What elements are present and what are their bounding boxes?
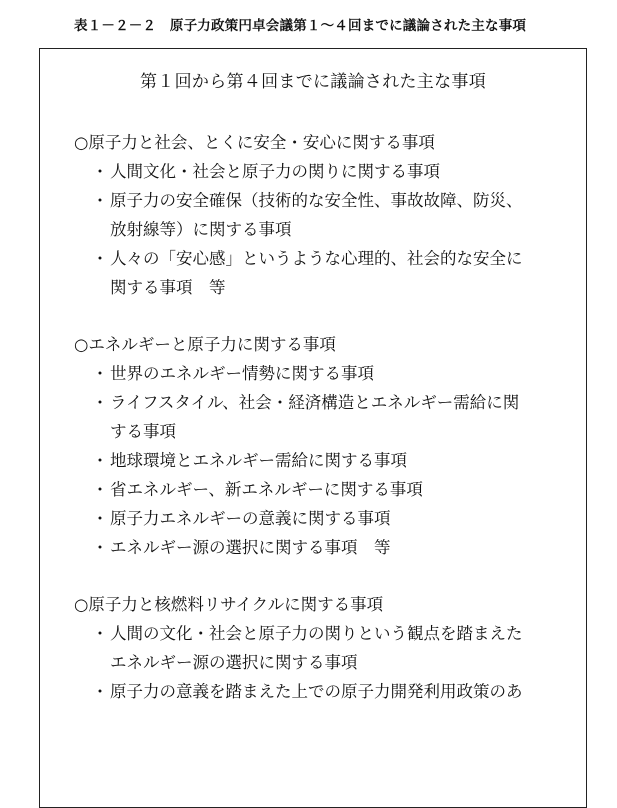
section-heading: ○エネルギーと原子力に関する事項 <box>74 335 336 354</box>
list-item <box>90 187 523 211</box>
list-item <box>90 678 523 702</box>
list-item-continuation: する事項 <box>110 422 176 441</box>
list-item-text: エネルギー源の選択に関する事項 等 <box>110 538 391 557</box>
list-item-text: 原子力エネルギーの意義に関する事項 <box>110 509 391 528</box>
list-item-text: 地球環境とエネルギー需給に関する事項 <box>110 451 407 470</box>
list-item-text: 人間文化・社会と原子力の関りに関する事項 <box>110 162 440 181</box>
list-item-continuation: 関する事項 等 <box>110 278 226 297</box>
list-item <box>90 360 374 384</box>
bullet-marker: ・ <box>91 364 109 383</box>
list-item <box>90 389 519 413</box>
section-heading: ○原子力と社会、とくに安全・安心に関する事項 <box>74 133 435 152</box>
bullet-marker: ・ <box>91 682 109 701</box>
box-title: 第１回から第４回までに議論された主な事項 <box>140 72 486 92</box>
list-item-text: ライフスタイル、社会・経済構造とエネルギー需給に関 <box>110 393 520 412</box>
section-heading: ○原子力と核燃料リサイクルに関する事項 <box>74 595 384 614</box>
bullet-marker: ・ <box>91 162 109 181</box>
list-item-continuation: エネルギー源の選択に関する事項 <box>110 653 358 672</box>
list-item <box>90 158 440 182</box>
list-item <box>90 505 391 529</box>
list-item-text: 人間の文化・社会と原子力の関りという観点を踏まえた <box>110 624 523 643</box>
list-item <box>90 534 391 558</box>
list-item-text: 原子力の意義を踏まえた上での原子力開発利用政策のあ <box>110 682 523 701</box>
bullet-marker: ・ <box>91 393 109 412</box>
list-item-text: 世界のエネルギー情勢に関する事項 <box>110 364 374 383</box>
list-item <box>90 476 423 500</box>
bullet-marker: ・ <box>91 624 109 643</box>
bullet-marker: ・ <box>91 191 109 210</box>
list-item <box>90 620 523 644</box>
bullet-marker: ・ <box>91 538 109 557</box>
list-item <box>90 447 407 471</box>
bullet-marker: ・ <box>91 451 109 470</box>
list-item-text: 原子力の安全確保（技術的な安全性、事故故障、防災、 <box>110 191 523 210</box>
table-caption: 表１－２－２ 原子力政策円卓会議第１～４回までに議論された主な事項 <box>74 18 527 34</box>
list-item-continuation: 放射線等）に関する事項 <box>110 220 292 239</box>
list-item-text: 省エネルギー、新エネルギーに関する事項 <box>110 480 423 499</box>
list-item-text: 人々の「安心感」というような心理的、社会的な安全に <box>110 249 523 268</box>
bullet-marker: ・ <box>91 509 109 528</box>
content-box <box>39 48 587 808</box>
bullet-marker: ・ <box>91 480 109 499</box>
bullet-marker: ・ <box>91 249 109 268</box>
list-item <box>90 245 523 269</box>
